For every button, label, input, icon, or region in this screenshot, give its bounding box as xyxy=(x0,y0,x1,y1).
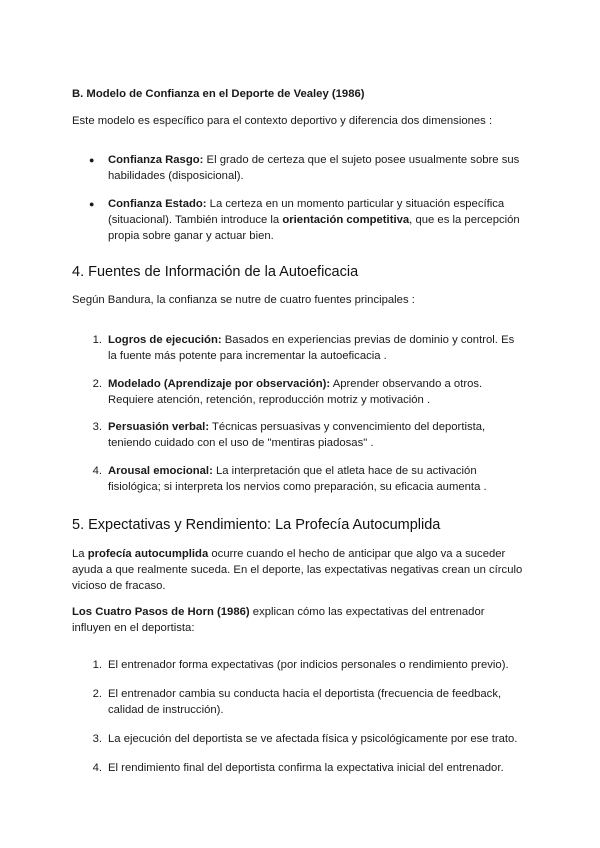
para-text: explican cómo las expectativas del entrenador influyen en el deportista: xyxy=(72,606,485,634)
list-item xyxy=(92,686,524,718)
section-b-heading: B. Modelo de Confianza en el Deporte de Vealey (1986) xyxy=(72,88,365,100)
list-number: 1. xyxy=(92,334,102,346)
bullet-term: Confianza Estado: xyxy=(108,198,207,210)
bullet-bold: orientación competitiva xyxy=(282,214,410,226)
item-text: Técnicas persuasivas y convencimiento del deportista, teniendo cuidado con el uso de "mentiras piadosas" . xyxy=(108,421,486,449)
list-item xyxy=(92,731,524,747)
para-bold: profecía autocumplida xyxy=(87,548,209,560)
bullet-icon: ● xyxy=(89,155,95,165)
item-term: Persuasión verbal: xyxy=(108,421,210,433)
list-item xyxy=(92,760,524,776)
bullet-tail: , que es la percepción propia sobre ganar y actuar bien. xyxy=(108,214,520,242)
item-text: El entrenador forma expectativas (por indicios personales o rendimiento previo). xyxy=(108,659,509,671)
item-text: El entrenador cambia su conducta hacia el deportista (frecuencia de feedback, calidad de instrucción). xyxy=(108,688,502,716)
list-item xyxy=(92,332,524,364)
list-item xyxy=(92,376,524,408)
item-text: Aprender observando a otros. Requiere atención, retención, reproducción motriz y motivación . xyxy=(108,378,483,406)
list-number: 2. xyxy=(92,378,102,390)
item-term: Modelado (Aprendizaje por observación): xyxy=(108,378,331,390)
para-bold: Los Cuatro Pasos de Horn (1986) xyxy=(72,606,250,618)
bullet-term: Confianza Rasgo: xyxy=(108,154,204,166)
para-text: ocurre cuando el hecho de anticipar que algo va a suceder ayuda a que realmente suceda. En el deporte, las expectativas negativas crean un círculo vicioso de fracaso. xyxy=(72,548,523,592)
item-text: La interpretación que el atleta hace de su activación fisiológica; si interpreta los nervios como preparación, su eficacia aumenta . xyxy=(108,465,487,493)
list-number: 2. xyxy=(92,688,102,700)
list-item xyxy=(89,196,524,244)
bullet-text: La certeza en un momento particular y situación específica (situacional). También introduce la xyxy=(108,198,505,226)
section-5-paragraph-2 xyxy=(72,604,524,636)
item-term: Logros de ejecución: xyxy=(108,334,222,346)
list-number: 3. xyxy=(92,421,102,433)
list-item xyxy=(92,419,524,451)
bullet-text: El grado de certeza que el sujeto posee usualmente sobre sus habilidades (disposicional). xyxy=(108,154,520,182)
section-4-heading: 4. Fuentes de Información de la Autoeficacia xyxy=(72,264,359,280)
item-text: El rendimiento final del deportista confirma la expectativa inicial del entrenador. xyxy=(108,762,504,774)
bullet-icon: ● xyxy=(89,199,95,209)
para-text: La xyxy=(72,548,88,560)
item-text: Basados en experiencias previas de dominio y control. Es la fuente más potente para incrementar la autoeficacia . xyxy=(108,334,515,362)
list-item xyxy=(92,463,524,495)
list-item xyxy=(92,657,524,673)
list-number: 4. xyxy=(92,762,102,774)
section-b-intro: Este modelo es específico para el contexto deportivo y diferencia dos dimensiones : xyxy=(72,115,493,127)
list-item xyxy=(89,152,524,184)
list-number: 1. xyxy=(92,659,102,671)
section-4-intro: Según Bandura, la confianza se nutre de cuatro fuentes principales : xyxy=(72,294,415,306)
list-number: 4. xyxy=(92,465,102,477)
item-text: La ejecución del deportista se ve afectada física y psicológicamente por ese trato. xyxy=(108,733,518,745)
section-5-heading: 5. Expectativas y Rendimiento: La Profecía Autocumplida xyxy=(72,517,441,533)
item-term: Arousal emocional: xyxy=(108,465,213,477)
section-5-paragraph-1 xyxy=(72,546,524,594)
list-number: 3. xyxy=(92,733,102,745)
